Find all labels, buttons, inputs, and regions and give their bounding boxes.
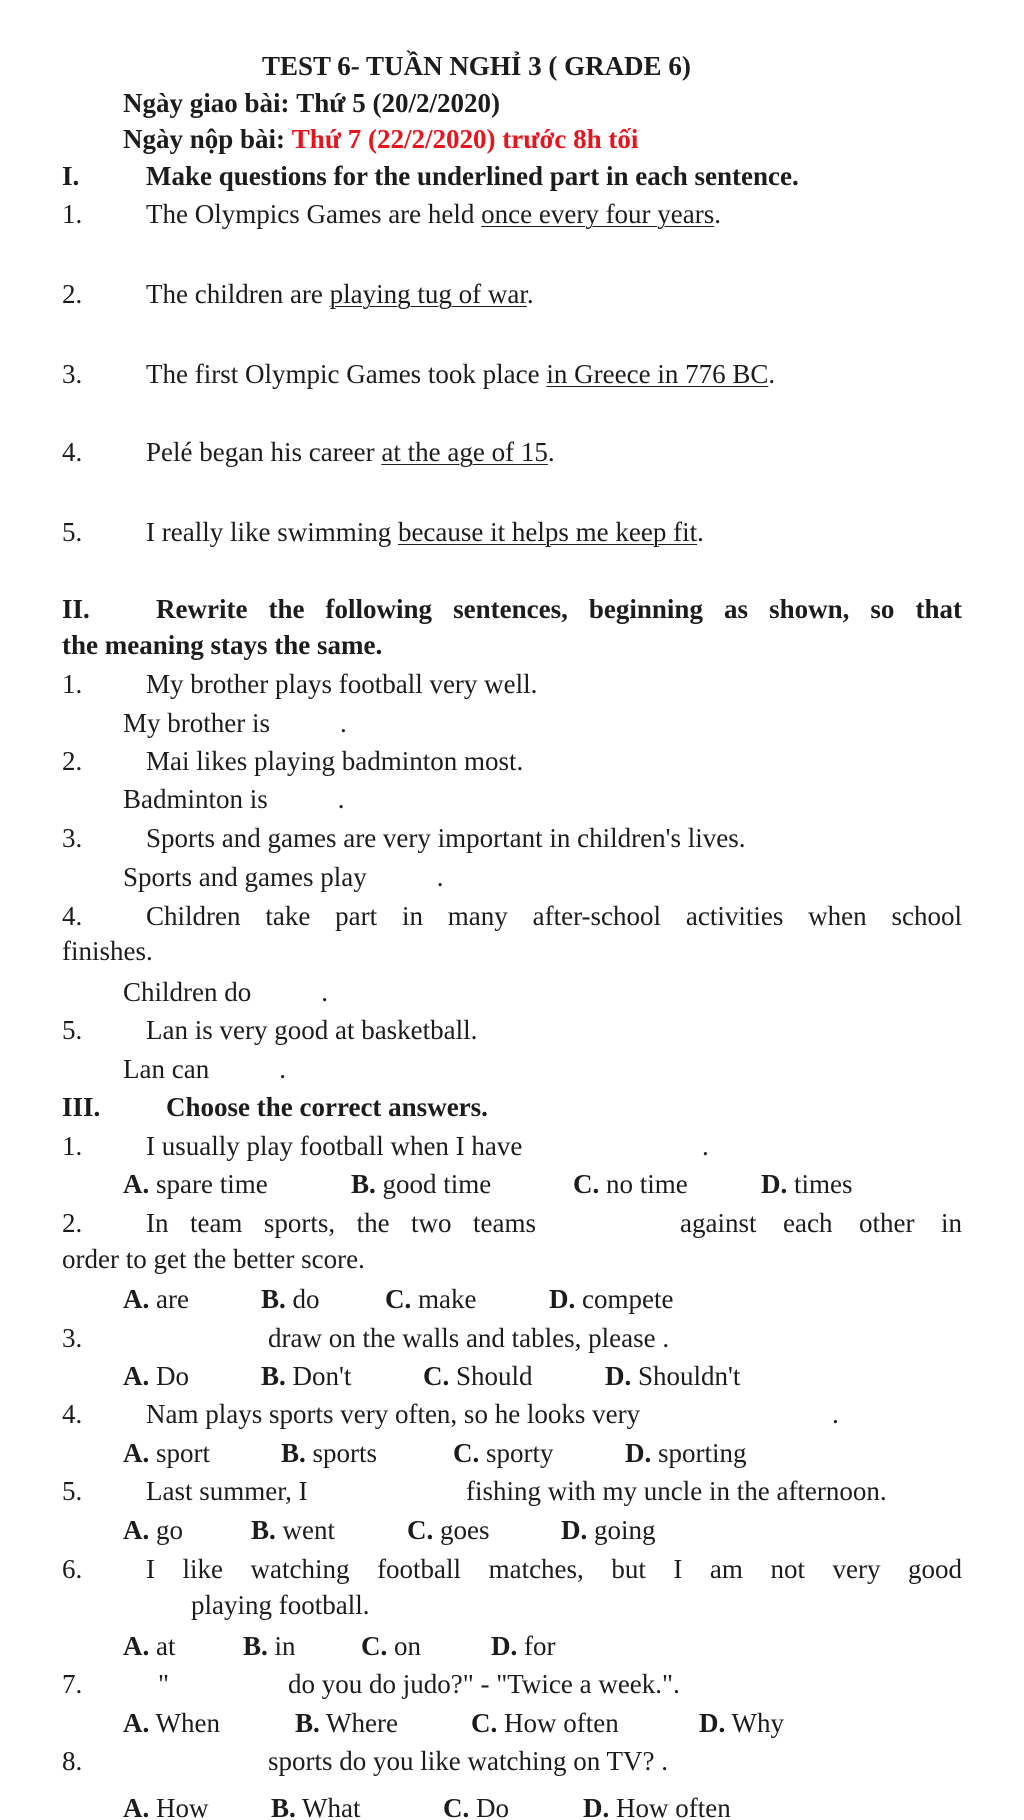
option-d[interactable]: D. Shouldn't xyxy=(605,1361,741,1391)
blank-end-dot: . xyxy=(339,708,347,738)
s3-question-3 xyxy=(62,1322,962,1354)
s3-question-6-continued: playing football. xyxy=(191,1590,370,1620)
prompt-text: Lan can xyxy=(123,1054,210,1084)
section-1-heading xyxy=(62,160,962,192)
option-b[interactable]: B. in xyxy=(243,1631,296,1661)
option-c[interactable]: C. goes xyxy=(407,1515,490,1545)
section-3-heading xyxy=(62,1091,962,1123)
option-b[interactable]: B. good time xyxy=(351,1169,492,1199)
option-d[interactable]: D. sporting xyxy=(625,1438,747,1468)
section-2-heading xyxy=(62,593,962,625)
option-d[interactable]: D. compete xyxy=(549,1284,674,1314)
option-a[interactable]: A. are xyxy=(123,1284,189,1314)
question-number: 4. xyxy=(62,901,83,931)
option-a[interactable]: A. Do xyxy=(123,1361,189,1391)
underlined-part: at the age of 15 xyxy=(381,437,548,467)
s2-question-1 xyxy=(62,668,962,700)
question-text: do you do judo?" - "Twice a week.". xyxy=(288,1669,680,1699)
option-d[interactable]: D. times xyxy=(761,1169,853,1199)
question-text: The children are playing tug of war. xyxy=(146,279,534,309)
question-text: I usually play football when I have xyxy=(146,1131,523,1161)
option-c[interactable]: C. Do xyxy=(443,1793,509,1820)
s3-options-4 xyxy=(123,1437,923,1469)
s1-question-5 xyxy=(62,516,962,548)
question-number: 2. xyxy=(62,279,83,309)
underlined-part: in Greece in 776 BC xyxy=(546,359,769,389)
option-a[interactable]: A. at xyxy=(123,1631,176,1661)
s3-question-7 xyxy=(62,1668,962,1700)
option-a[interactable]: A. go xyxy=(123,1515,183,1545)
section-1-title: Make questions for the underlined part in each sentence. xyxy=(146,161,799,191)
question-number: 1. xyxy=(62,1131,83,1161)
assign-label: Ngày giao bài: xyxy=(123,88,290,118)
blank-end-dot: . xyxy=(337,784,345,814)
option-c[interactable]: C. no time xyxy=(573,1169,688,1199)
question-number: 5. xyxy=(62,517,83,547)
blank-end-dot: . xyxy=(436,862,444,892)
s2-prompt-4 xyxy=(123,976,328,1008)
question-number: 1. xyxy=(62,199,83,229)
question-sentence: Mai likes playing badminton most. xyxy=(146,746,524,776)
s1-question-4 xyxy=(62,436,962,468)
s2-prompt-5 xyxy=(123,1053,286,1085)
section-2-title-line-1: Rewrite the following sentences, beginning as shown, so that xyxy=(156,594,962,624)
question-number: 6. xyxy=(62,1554,83,1584)
option-d[interactable]: D. How often xyxy=(583,1793,731,1820)
s2-question-3 xyxy=(62,822,962,854)
question-text-part-1: Last summer, I xyxy=(146,1476,308,1506)
question-number: 8. xyxy=(62,1746,83,1776)
s3-options-2 xyxy=(123,1283,923,1315)
question-text: Pelé began his career at the age of 15. xyxy=(146,437,555,467)
s3-question-2 xyxy=(62,1207,962,1239)
question-sentence: Sports and games are very important in children's lives. xyxy=(146,823,746,853)
option-d[interactable]: D. going xyxy=(561,1515,656,1545)
section-3-numeral: III. xyxy=(62,1092,101,1122)
option-a[interactable]: A. When xyxy=(123,1708,220,1738)
section-2-title-line-2: the meaning stays the same. xyxy=(62,630,383,660)
submit-date-line xyxy=(123,123,638,155)
question-number: 4. xyxy=(62,1399,83,1429)
s2-prompt-1 xyxy=(123,707,347,739)
s3-options-6 xyxy=(123,1630,923,1662)
s1-question-2 xyxy=(62,278,962,310)
option-d[interactable]: D. for xyxy=(491,1631,556,1661)
assign-date: Thứ 5 (20/2/2020) xyxy=(296,88,500,118)
section-3-title: Choose the correct answers. xyxy=(166,1092,488,1122)
question-text: Nam plays sports very often, so he looks very xyxy=(146,1399,641,1429)
question-text-part-2: against each other in xyxy=(680,1208,962,1238)
s2-question-2 xyxy=(62,745,962,777)
question-sentence: Lan is very good at basketball. xyxy=(146,1015,478,1045)
option-b[interactable]: B. went xyxy=(251,1515,335,1545)
submit-label: Ngày nộp bài: xyxy=(123,124,286,154)
question-number: 5. xyxy=(62,1476,83,1506)
s3-question-4 xyxy=(62,1398,962,1430)
question-number: 3. xyxy=(62,823,83,853)
question-number: 2. xyxy=(62,1208,83,1238)
s3-options-7 xyxy=(123,1707,923,1739)
option-c[interactable]: C. How often xyxy=(471,1708,619,1738)
blank-end-dot: . xyxy=(832,1399,839,1429)
question-sentence: My brother plays football very well. xyxy=(146,669,538,699)
underlined-part: because it helps me keep fit xyxy=(397,517,698,547)
question-text: I like watching football matches, but I am not very good xyxy=(146,1554,962,1584)
section-1-numeral: I. xyxy=(62,161,80,191)
s2-question-4-continued: finishes. xyxy=(62,936,153,966)
s2-prompt-3 xyxy=(123,861,443,893)
option-a[interactable]: A. How xyxy=(123,1793,209,1820)
option-c[interactable]: C. make xyxy=(385,1284,477,1314)
question-number: 5. xyxy=(62,1015,83,1045)
opening-quote: " xyxy=(158,1669,170,1699)
question-text: The Olympics Games are held once every four years. xyxy=(146,199,722,229)
blank-end-dot: . xyxy=(279,1054,286,1084)
submit-date: Thứ 7 (22/2/2020) trước 8h tối xyxy=(291,124,639,154)
prompt-text: Children do xyxy=(123,977,252,1007)
option-a[interactable]: A. sport xyxy=(123,1438,210,1468)
option-b[interactable]: B. sports xyxy=(281,1438,378,1468)
question-text: I really like swimming because it helps me keep fit. xyxy=(146,517,704,547)
prompt-text: Sports and games play xyxy=(123,862,367,892)
option-b[interactable]: B. do xyxy=(261,1284,320,1314)
question-sentence: Children take part in many after-school activities when school xyxy=(146,901,962,931)
question-number: 3. xyxy=(62,359,83,389)
question-number: 3. xyxy=(62,1323,83,1353)
s1-question-1 xyxy=(62,198,962,230)
underlined-part: playing tug of war xyxy=(329,279,527,309)
question-number: 7. xyxy=(62,1669,83,1699)
underlined-part: once every four years xyxy=(481,199,715,229)
prompt-text: My brother is xyxy=(123,708,270,738)
s3-options-1 xyxy=(123,1168,923,1200)
s2-question-4 xyxy=(62,900,962,932)
question-text-part-1: In team sports, the two teams xyxy=(146,1208,536,1238)
question-text: The first Olympic Games took place in Greece in 776 BC. xyxy=(146,359,776,389)
prompt-text: Badminton is xyxy=(123,784,268,814)
s3-options-8 xyxy=(0,1792,1024,1820)
question-number: 4. xyxy=(62,437,83,467)
s3-question-2-continued: order to get the better score. xyxy=(62,1244,365,1274)
s3-question-8 xyxy=(62,1745,962,1777)
section-2-numeral: II. xyxy=(62,594,90,624)
s3-question-6 xyxy=(62,1553,962,1585)
option-d[interactable]: D. Why xyxy=(699,1708,784,1738)
s3-options-5 xyxy=(123,1514,923,1546)
blank-end-dot: . xyxy=(321,977,328,1007)
option-b[interactable]: B. Where xyxy=(295,1708,398,1738)
question-number: 1. xyxy=(62,669,83,699)
s1-question-3 xyxy=(62,358,962,390)
option-c[interactable]: C. Should xyxy=(423,1361,533,1391)
question-text: sports do you like watching on TV? . xyxy=(268,1746,668,1776)
s2-question-5 xyxy=(62,1014,962,1046)
option-a[interactable]: A. spare time xyxy=(123,1169,268,1199)
question-number: 2. xyxy=(62,746,83,776)
s3-question-1 xyxy=(62,1130,962,1162)
assign-date-line xyxy=(123,87,500,119)
s3-options-3 xyxy=(123,1360,923,1392)
option-c[interactable]: C. on xyxy=(361,1631,421,1661)
test-title: TEST 6- TUẦN NGHỈ 3 ( GRADE 6) xyxy=(262,51,691,81)
option-b[interactable]: B. Don't xyxy=(261,1361,352,1391)
s2-prompt-2 xyxy=(123,783,345,815)
blank-end-dot: . xyxy=(702,1131,709,1161)
s3-question-5 xyxy=(62,1475,962,1507)
option-b[interactable]: B. What xyxy=(271,1793,361,1820)
question-text-part-2: fishing with my uncle in the afternoon. xyxy=(466,1476,887,1506)
question-text: draw on the walls and tables, please . xyxy=(268,1323,670,1353)
option-c[interactable]: C. sporty xyxy=(453,1438,554,1468)
